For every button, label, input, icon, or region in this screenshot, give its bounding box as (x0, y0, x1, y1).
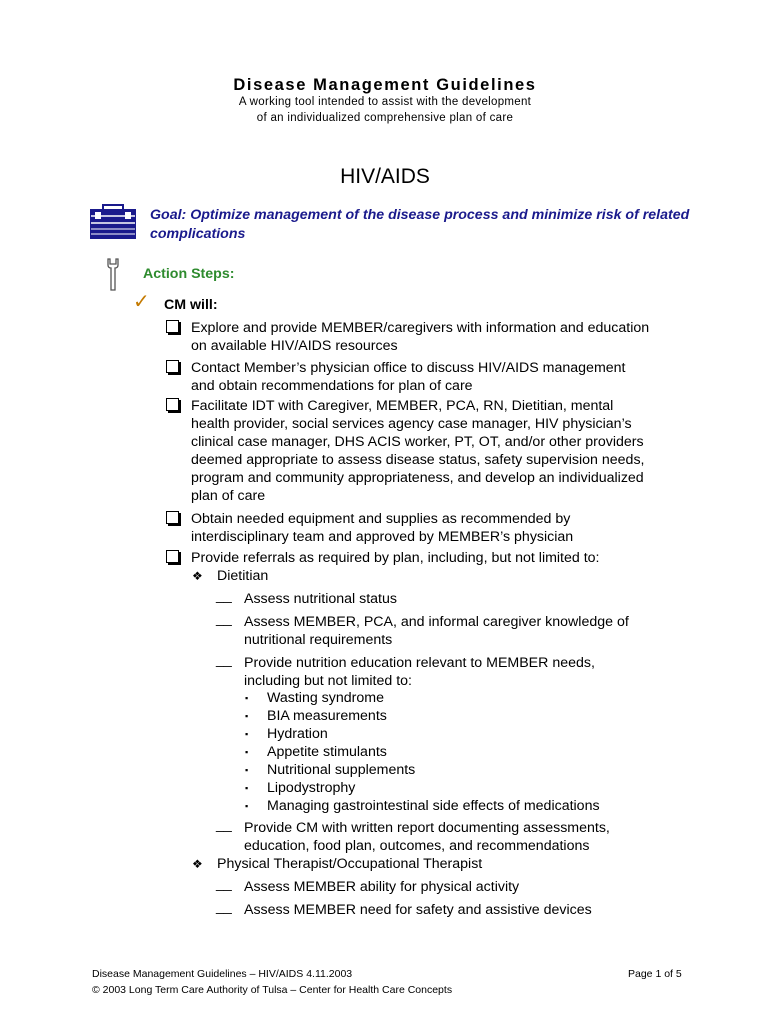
toolbox-icon (89, 204, 137, 240)
dash-mark: __ (216, 588, 232, 604)
checkbox-icon (166, 398, 179, 411)
referral-item-line: nutritional requirements (244, 632, 393, 648)
diamond-bullet-icon: ❖ (192, 569, 203, 583)
nutrition-topic: Appetite stimulants (267, 744, 387, 760)
checkbox-icon (166, 360, 179, 373)
task-line: deemed appropriate to assess disease status, safety supervision needs, (191, 452, 645, 468)
nutrition-topic: Hydration (267, 726, 328, 742)
referral-item-line: education, food plan, outcomes, and recommendations (244, 838, 590, 854)
referral-item-line: Assess nutritional status (244, 591, 397, 607)
task-line: clinical case manager, DHS ACIS worker, PT, OT, and/or other providers (191, 434, 644, 450)
disease-heading: HIV/AIDS (340, 165, 430, 188)
subtitle-line-1: A working tool intended to assist with the development (238, 96, 532, 108)
cm-will-label: CM will: (164, 297, 218, 313)
task-line: and obtain recommendations for plan of care (191, 378, 473, 394)
checkbox-icon (166, 511, 179, 524)
checkbox-icon (166, 550, 179, 563)
task-line: on available HIV/AIDS resources (191, 338, 398, 354)
footer-title: Disease Management Guidelines – HIV/AIDS 4.11.2003 (92, 968, 353, 980)
square-bullet-icon: ▪ (245, 783, 249, 793)
square-bullet-icon: ▪ (245, 747, 249, 757)
referral-item-line: including but not limited to: (244, 673, 412, 689)
dash-mark: __ (216, 817, 232, 833)
referral-item-line: Provide CM with written report documenting assessments, (244, 820, 610, 836)
square-bullet-icon: ▪ (245, 765, 249, 775)
checkmark-icon: ✓ (133, 291, 150, 313)
dash-mark: __ (216, 876, 232, 892)
square-bullet-icon: ▪ (245, 801, 249, 811)
nutrition-topic: Managing gastrointestinal side effects of medications (267, 798, 600, 814)
task-line: Provide referrals as required by plan, including, but not limited to: (191, 550, 600, 566)
nutrition-topic: Wasting syndrome (267, 690, 384, 706)
task-line: Obtain needed equipment and supplies as recommended by (191, 511, 571, 527)
task-line: Facilitate IDT with Caregiver, MEMBER, PCA, RN, Dietitian, mental (191, 398, 614, 414)
task-line: program and community appropriateness, and develop an individualized (191, 470, 644, 486)
referral-name: Dietitian (217, 568, 269, 584)
goal-statement: Goal: Optimize management of the disease process and minimize risk of related complications (150, 207, 690, 242)
referral-item-line: Assess MEMBER ability for physical activity (244, 879, 520, 895)
square-bullet-icon: ▪ (245, 693, 249, 703)
referral-item-line: Assess MEMBER need for safety and assistive devices (244, 902, 592, 918)
wrench-icon (105, 258, 121, 292)
referral-item-line: Provide nutrition education relevant to MEMBER needs, (244, 655, 595, 671)
task-line: Explore and provide MEMBER/caregivers with information and education (191, 320, 650, 336)
nutrition-topic: BIA measurements (267, 708, 387, 724)
nutrition-topic: Lipodystrophy (267, 780, 356, 796)
task-line: plan of care (191, 488, 266, 504)
action-steps-label: Action Steps: (143, 266, 235, 282)
dash-mark: __ (216, 611, 232, 627)
referral-item-line: Assess MEMBER, PCA, and informal caregiver knowledge of (244, 614, 629, 630)
nutrition-topic: Nutritional supplements (267, 762, 416, 778)
dash-mark: __ (216, 652, 232, 668)
square-bullet-icon: ▪ (245, 729, 249, 739)
diamond-bullet-icon: ❖ (192, 857, 203, 871)
subtitle-line-2: of an individualized comprehensive plan of care (256, 112, 514, 124)
task-line: Contact Member’s physician office to discuss HIV/AIDS management (191, 360, 626, 376)
task-line: interdisciplinary team and approved by MEMBER’s physician (191, 529, 574, 545)
dash-mark: __ (216, 899, 232, 915)
checkbox-icon (166, 320, 179, 333)
document-title: Disease Management Guidelines (233, 76, 537, 94)
referral-name: Physical Therapist/Occupational Therapist (217, 856, 483, 872)
page-number: Page 1 of 5 (628, 968, 682, 980)
footer-copyright: © 2003 Long Term Care Authority of Tulsa – Center for Health Care Concepts (92, 984, 453, 996)
task-line: health provider, social services agency case manager, HIV physician’s (191, 416, 632, 432)
square-bullet-icon: ▪ (245, 711, 249, 721)
